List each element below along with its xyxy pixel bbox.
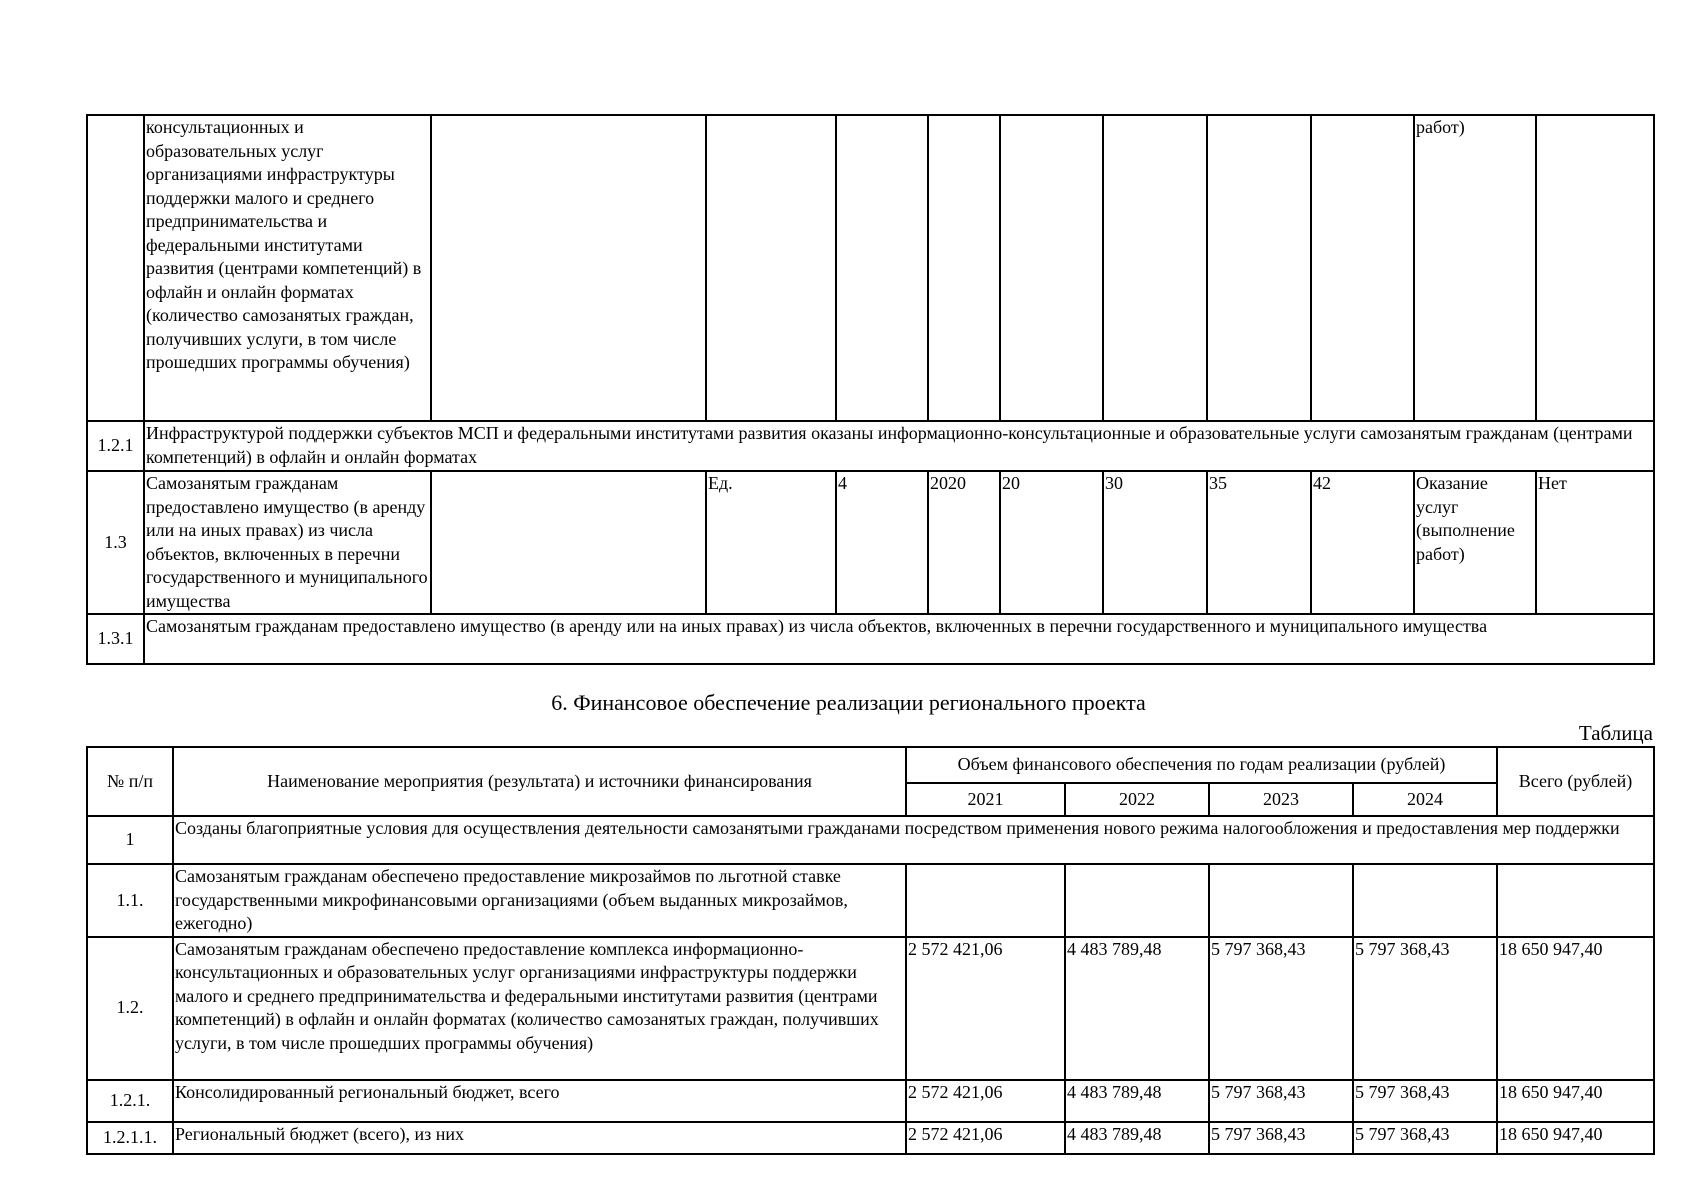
value-cell: 20 [1000, 471, 1103, 614]
table-row [87, 115, 1654, 421]
header-name: Наименование мероприятия (результата) и источники финансирования [173, 747, 906, 816]
row-number: 1 [87, 816, 173, 864]
financing-table [86, 746, 1655, 1155]
amount-cell: 5 797 368,43 [1209, 937, 1353, 1080]
row-number: 1.3 [87, 471, 144, 614]
amount-cell: 2 572 421,06 [906, 937, 1065, 1080]
table-header-row [87, 747, 1654, 783]
amount-cell: 5 797 368,43 [1209, 1122, 1353, 1154]
total-cell: 18 650 947,40 [1497, 1122, 1654, 1154]
measure-name-cell: Самозанятым гражданам обеспечено предоставление микрозаймов по льготной ставке государственными микрофинансовыми организациями (объем выданных микрозаймов, ежегодно) [173, 864, 906, 937]
result-description-cell: Инфраструктурой поддержки субъектов МСП и федеральными институтами развития оказаны информационно-консультационные и образовательные услуги самозанятым гражданам (центрами компетенций) в офлайн и онлайн форматах [144, 421, 1654, 471]
table-row [87, 864, 1654, 937]
table-cell: Нет [1536, 471, 1654, 614]
total-cell: 18 650 947,40 [1497, 1080, 1654, 1122]
amount-cell: 4 483 789,48 [1065, 1122, 1209, 1154]
result-name-cell: Самозанятым гражданам предоставлено имущество (в аренду или на иных правах) из числа объектов, включенных в перечни государственного и муниципального имущества [144, 471, 431, 614]
value-cell [1000, 115, 1103, 421]
value-cell: 42 [1311, 471, 1414, 614]
table-cell [431, 471, 706, 614]
table-row [87, 1080, 1654, 1122]
header-number: № п/п [87, 747, 173, 816]
amount-cell: 5 797 368,43 [1353, 937, 1497, 1080]
amount-cell: 2 572 421,06 [906, 1122, 1065, 1154]
amount-cell: 4 483 789,48 [1065, 937, 1209, 1080]
table-row [87, 937, 1654, 1080]
result-type-cell: Оказание услуг (выполнение работ) [1414, 471, 1536, 614]
measure-name-cell: Консолидированный региональный бюджет, всего [173, 1080, 906, 1122]
row-number [87, 115, 144, 421]
result-name-cell: консультационных и образовательных услуг организациями инфраструктуры поддержки малого и среднего предпринимательства и федеральными институтами развития (центрами компетенций) в офлайн и онлайн форматах (количество самозанятых граждан, получивших услуги, в том числе прошедших программы обучения) [144, 115, 431, 421]
table-row [87, 471, 1654, 614]
table-row [87, 421, 1654, 471]
amount-cell [1353, 864, 1497, 937]
row-number: 1.1. [87, 864, 173, 937]
base-year-cell: 2020 [928, 471, 1000, 614]
base-value-cell [836, 115, 928, 421]
section-title: 6. Финансовое обеспечение реализации регионального проекта [551, 690, 1146, 715]
value-cell [1207, 115, 1311, 421]
row-number: 1.3.1 [87, 614, 144, 664]
amount-cell [906, 864, 1065, 937]
amount-cell: 4 483 789,48 [1065, 1080, 1209, 1122]
header-year: 2022 [1065, 783, 1209, 816]
value-cell [1103, 115, 1207, 421]
table-row [87, 816, 1654, 864]
amount-cell: 5 797 368,43 [1353, 1080, 1497, 1122]
table-row [87, 614, 1654, 664]
header-volume: Объем финансового обеспечения по годам реализации (рублей) [906, 747, 1497, 783]
table-cell [431, 115, 706, 421]
result-type-cell: работ) [1414, 115, 1536, 421]
row-number: 1.2. [87, 937, 173, 1080]
results-table [86, 114, 1655, 665]
table-row [87, 1122, 1654, 1154]
amount-cell: 2 572 421,06 [906, 1080, 1065, 1122]
unit-cell: Ед. [706, 471, 836, 614]
row-number: 1.2.1 [87, 421, 144, 471]
amount-cell [1209, 864, 1353, 937]
row-number: 1.2.1.1. [87, 1122, 173, 1154]
measure-name-cell: Самозанятым гражданам обеспечено предоставление комплекса информационно-консультационных и образовательных услуг организациями инфраструктуры поддержки малого и среднего предпринимательства и федеральными институтами развития (центрами компетенций) в офлайн и онлайн форматах (количество самозанятых граждан, получивших услуги, в том числе прошедших программы обучения) [173, 937, 906, 1080]
result-description-cell: Самозанятым гражданам предоставлено имущество (в аренду или на иных правах) из числа объектов, включенных в перечни государственного и муниципального имущества [144, 614, 1654, 664]
table-cell [1536, 115, 1654, 421]
table-caption: Таблица [1578, 721, 1653, 745]
measure-name-cell: Региональный бюджет (всего), из них [173, 1122, 906, 1154]
base-value-cell: 4 [836, 471, 928, 614]
header-total: Всего (рублей) [1497, 747, 1654, 816]
total-cell [1497, 864, 1654, 937]
total-cell: 18 650 947,40 [1497, 937, 1654, 1080]
base-year-cell [928, 115, 1000, 421]
row-number: 1.2.1. [87, 1080, 173, 1122]
measure-description-cell: Созданы благоприятные условия для осуществления деятельности самозанятыми гражданами посредством применения нового режима налогообложения и предоставления мер поддержки [173, 816, 1654, 864]
value-cell: 35 [1207, 471, 1311, 614]
amount-cell [1065, 864, 1209, 937]
header-year: 2024 [1353, 783, 1497, 816]
value-cell: 30 [1103, 471, 1207, 614]
header-year: 2023 [1209, 783, 1353, 816]
header-year: 2021 [906, 783, 1065, 816]
value-cell [1311, 115, 1414, 421]
amount-cell: 5 797 368,43 [1353, 1122, 1497, 1154]
unit-cell [706, 115, 836, 421]
amount-cell: 5 797 368,43 [1209, 1080, 1353, 1122]
